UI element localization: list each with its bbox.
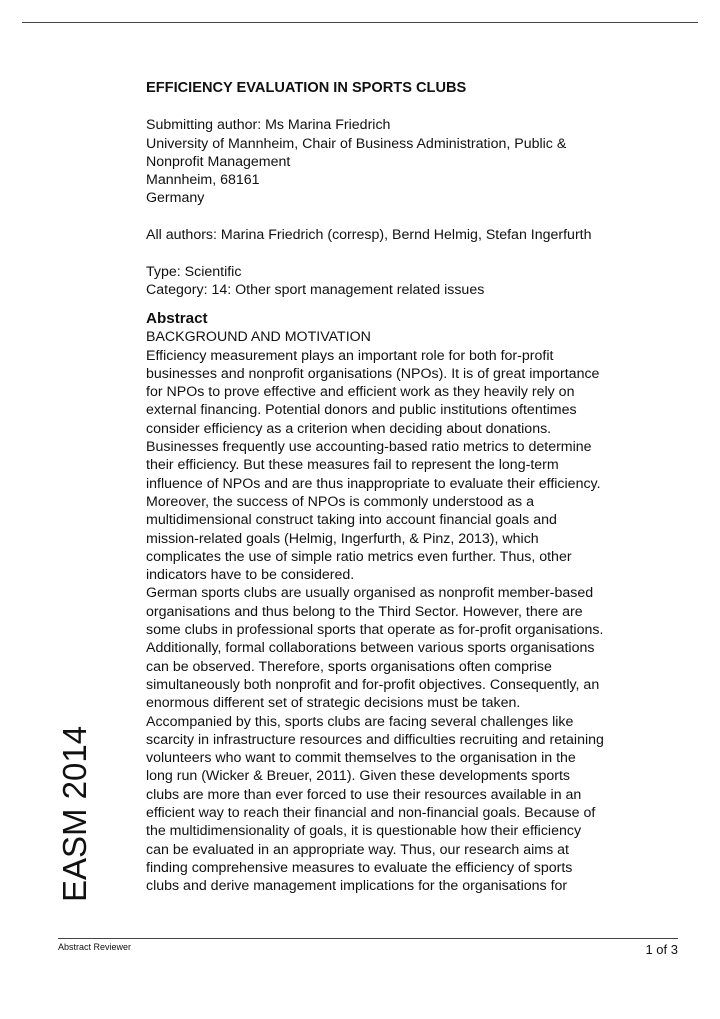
section-heading: BACKGROUND AND MOTIVATION [146, 329, 371, 346]
document-body [146, 79, 662, 895]
body-line: multidimensional construct taking into account financial goals and [146, 512, 557, 529]
footer-rule [58, 938, 678, 939]
body-line: some clubs in professional sports that operate as for-profit organisations. [146, 622, 604, 639]
body-line: volunteers who want to commit themselves to the organisation in the [146, 750, 576, 767]
body-line: long run (Wicker & Breuer, 2011). Given these developments sports [146, 768, 570, 785]
body-line: businesses and nonprofit organisations (NPOs). It is of great importance [146, 365, 600, 382]
type-line: Type: Scientific [146, 263, 242, 280]
submitting-block [146, 116, 662, 207]
country: Germany [146, 190, 205, 207]
side-label [52, 725, 98, 903]
body-line: German sports clubs are usually organised as nonprofit member-based [146, 585, 594, 602]
body-line: organisations and thus belong to the Third Sector. However, there are [146, 603, 583, 620]
body-line: can be observed. Therefore, sports organisations often comprise [146, 658, 552, 675]
footer-reviewer-label: Abstract Reviewer [58, 942, 132, 952]
body-line: mission-related goals (Helmig, Ingerfurth, & Pinz, 2013), which [146, 530, 539, 547]
affiliation-line-2: Nonprofit Management [146, 153, 291, 170]
all-authors: All authors: Marina Friedrich (corresp), Bernd Helmig, Stefan Ingerfurth [146, 227, 592, 244]
body-line: simultaneously both nonprofit and for-profit objectives. Consequently, an [146, 676, 600, 693]
body-line: clubs and derive management implications for the organisations for [146, 878, 568, 895]
body-line: indicators have to be considered. [146, 567, 355, 584]
body-line: can be evaluated in an appropriate way. Thus, our research aims at [146, 841, 569, 858]
affiliation-line-1: University of Mannheim, Chair of Business Administration, Public & [146, 135, 567, 152]
body-line: external financing. Potential donors and public institutions oftentimes [146, 402, 577, 419]
body-line: Additionally, formal collaborations between various sports organisations [146, 640, 595, 657]
page-indicator: 1 of 3 [645, 942, 678, 957]
top-rule [22, 22, 698, 23]
abstract-heading: Abstract [146, 310, 208, 328]
body-line: enormous different set of strategic decisions must be taken. [146, 695, 521, 712]
body-line: finding comprehensive measures to evaluate the efficiency of sports [146, 859, 573, 876]
body-line: Accompanied by this, sports clubs are facing several challenges like [146, 713, 574, 730]
body-line: efficient way to reach their financial and non-financial goals. Because of [146, 804, 596, 821]
category-line: Category: 14: Other sport management related issues [146, 281, 485, 298]
body-line: Businesses frequently use accounting-based ratio metrics to determine [146, 439, 592, 456]
body-line: clubs are more than ever forced to use their resources available in an [146, 786, 582, 803]
body-line: Efficiency measurement plays an important role for both for-profit [146, 347, 554, 364]
body-line: for NPOs to prove effective and efficient work as they heavily rely on [146, 384, 575, 401]
body-line: the multidimensionality of goals, it is questionable how their efficiency [146, 823, 582, 840]
body-line: consider efficiency as a criterion when deciding about donations. [146, 420, 552, 437]
body-line: their efficiency. But these measures fail to represent the long-term [146, 457, 559, 474]
body-line: scarcity in infrastructure resources and difficulties recruiting and retaining [146, 731, 604, 748]
abstract-text [146, 347, 662, 896]
body-line: complicates the use of simple ratio metrics even further. Thus, other [146, 548, 572, 565]
body-line: influence of NPOs and are thus inappropriate to evaluate their efficiency. [146, 475, 601, 492]
submitting-author: Submitting author: Ms Marina Friedrich [146, 117, 391, 134]
side-label-text: EASM 2014 [56, 725, 93, 903]
document-title: EFFICIENCY EVALUATION IN SPORTS CLUBS [146, 80, 467, 96]
body-line: Moreover, the success of NPOs is commonly understood as a [146, 493, 534, 510]
city-postcode: Mannheim, 68161 [146, 172, 260, 189]
